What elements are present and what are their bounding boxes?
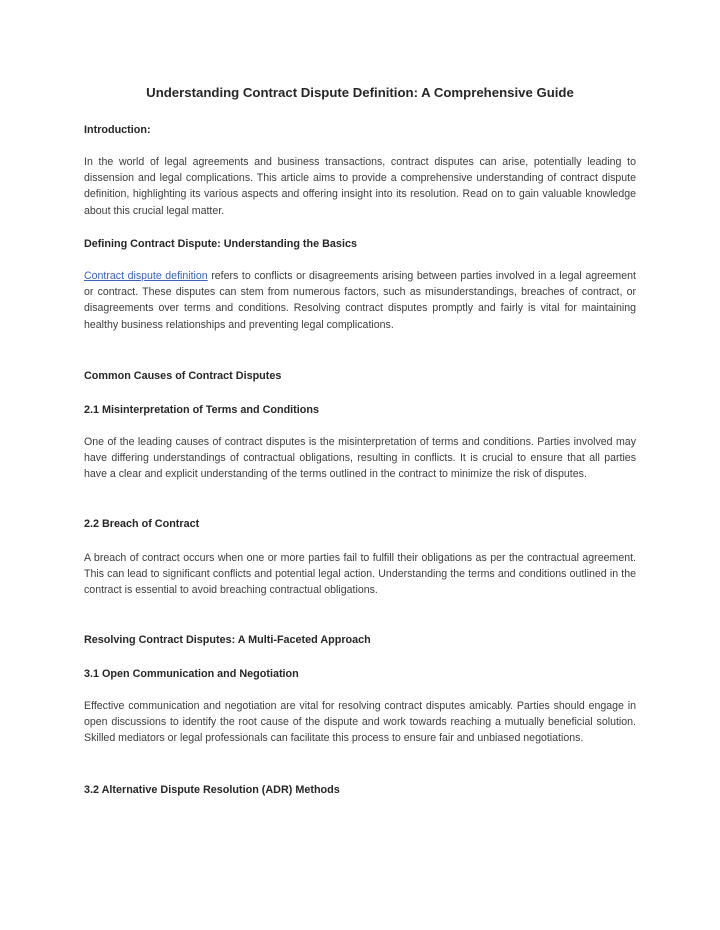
section-2-1-paragraph: One of the leading causes of contract disputes is the misinterpretation of terms and conditions. Parties involved may have differing understandings of contractual obligations, resulting in conflicts. It is crucial to ensure that all parties have a clear and explicit understanding of the terms outlined in the contract to minimize the risk of disputes. [84,436,636,481]
section-2-1-heading: 2.1 Misinterpretation of Terms and Conditions [84,404,319,416]
intro-paragraph: In the world of legal agreements and business transactions, contract disputes can arise, potentially leading to dissension and legal complications. This article aims to provide a comprehensive understanding of contract dispute definition, highlighting its various aspects and offering insight into its resolution. Read on to gain valuable knowledge about this crucial legal matter. [84,156,636,217]
section-3-1-paragraph: Effective communication and negotiation are vital for resolving contract disputes amicably. Parties should engage in open discussions to identify the root cause of the dispute and work towards reaching a mutually beneficial solution. Skilled mediators or legal professionals can facilitate this process to ensure fair and unbiased negotiations. [84,700,636,745]
section-3-1-heading: 3.1 Open Communication and Negotiation [84,668,299,680]
document-title: Understanding Contract Dispute Definition: A Comprehensive Guide [146,85,574,100]
defining-paragraph [84,268,636,333]
section-2-2-heading: 2.2 Breach of Contract [84,518,200,530]
defining-heading: Defining Contract Dispute: Understanding the Basics [84,238,357,250]
causes-heading: Common Causes of Contract Disputes [84,370,282,382]
section-3-2-heading: 3.2 Alternative Dispute Resolution (ADR) Methods [84,784,340,796]
contract-dispute-definition-link[interactable]: Contract dispute definition [84,270,208,282]
intro-heading: Introduction: [84,124,151,136]
section-2-2-paragraph: A breach of contract occurs when one or more parties fail to fulfill their obligations as per the contractual agreement. This can lead to significant conflicts and potential legal action. Understanding the terms and conditions outlined in the contract is essential to avoid breaching contractual obligations. [84,552,636,597]
resolving-heading: Resolving Contract Disputes: A Multi-Faceted Approach [84,634,371,646]
defining-paragraph-text: refers to conflicts or disagreements arising between parties involved in a legal agreement or contract. These disputes can stem from numerous factors, such as misunderstandings, breaches of contract, or disagreements over terms and conditions. Resolving contract disputes promptly and fairly is vital for maintaining healthy business relationships and preventing legal complications. [84,270,636,331]
